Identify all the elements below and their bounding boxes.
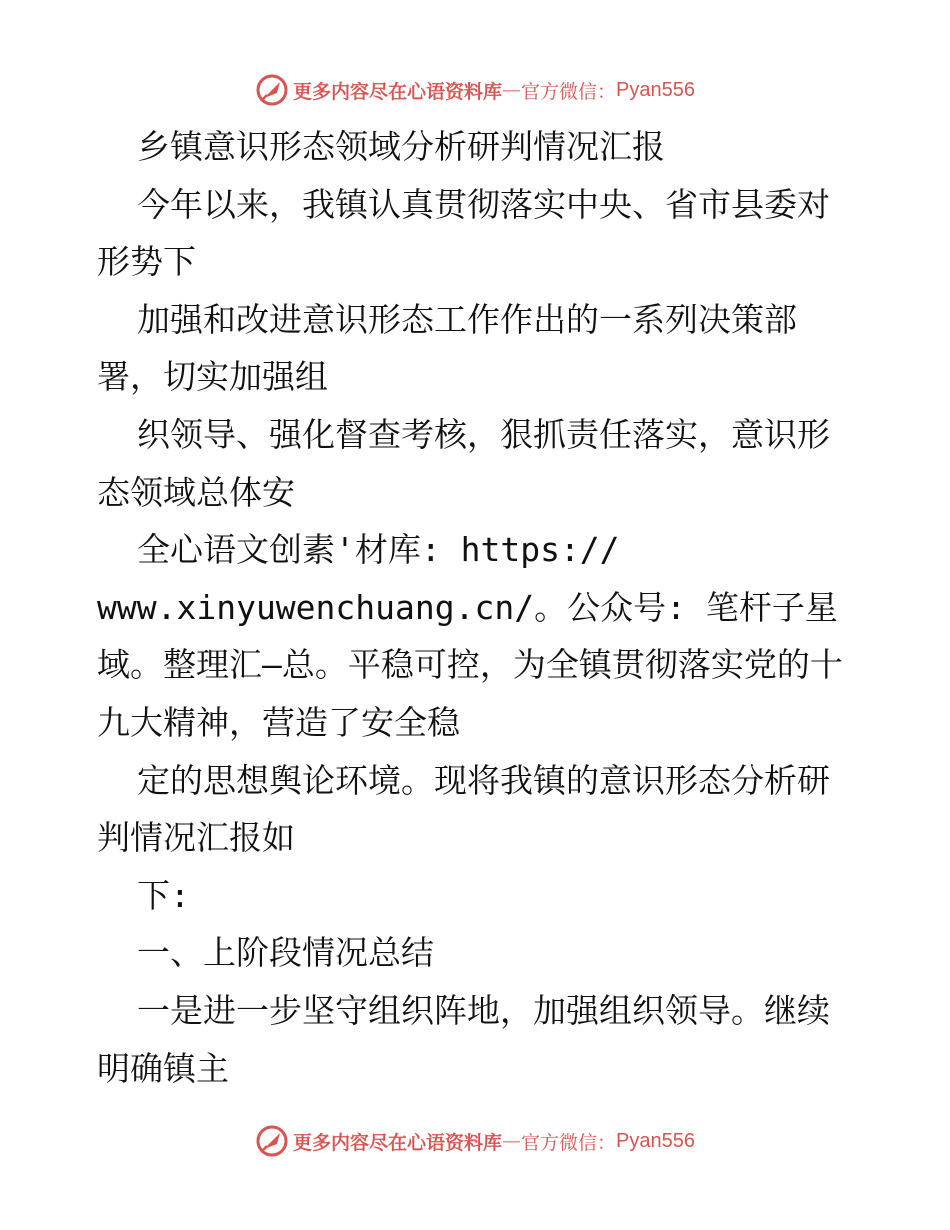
paragraph: 加强和改进意识形态工作作出的一系列决策部署，切实加强组 [97, 299, 797, 397]
banner-main-text: 更多内容尽在心语资料库 [293, 1131, 503, 1154]
paragraph: 一是进一步坚守组织阵地，加强组织领导。继续明确镇主 [97, 990, 830, 1088]
banner-account-id: Pyan556 [616, 1129, 695, 1152]
paragraph: www.xinyuwenchuang.cn/。公众号: 笔杆子星域。整理汇—总。平稳可控，为全镇贯彻落实党的十九大精神，营造了安全稳 [97, 587, 843, 742]
banner-dash: — [502, 79, 522, 101]
section-heading: 一、上阶段情况总结 [137, 933, 434, 973]
paragraph: 织领导、强化督查考核，狠抓责任落实，意识形态领域总体安 [97, 414, 830, 512]
banner-account-id: Pyan556 [616, 78, 695, 101]
banner-dash: — [502, 1130, 522, 1152]
paragraph: 今年以来，我镇认真贯彻落实中央、省市县委对形势下 [97, 184, 830, 282]
banner-official-text: 官方微信： [521, 80, 617, 103]
paragraph: 全心语文创素'材库: https:// [137, 530, 620, 570]
paragraph: 下: [137, 875, 190, 915]
document-title: 乡镇意识形态领域分析研判情况汇报 [137, 127, 665, 166]
header-banner [0, 70, 950, 110]
banner-main-text: 更多内容尽在心语资料库 [293, 80, 503, 103]
banner-official-text: 官方微信： [521, 1131, 617, 1154]
quill-pen-circle-icon [255, 73, 289, 107]
quill-pen-circle-icon [255, 1124, 289, 1158]
footer-banner [0, 1121, 950, 1161]
paragraph: 定的思想舆论环境。现将我镇的意识形态分析研判情况汇报如 [97, 760, 830, 858]
document-body [97, 118, 857, 1097]
